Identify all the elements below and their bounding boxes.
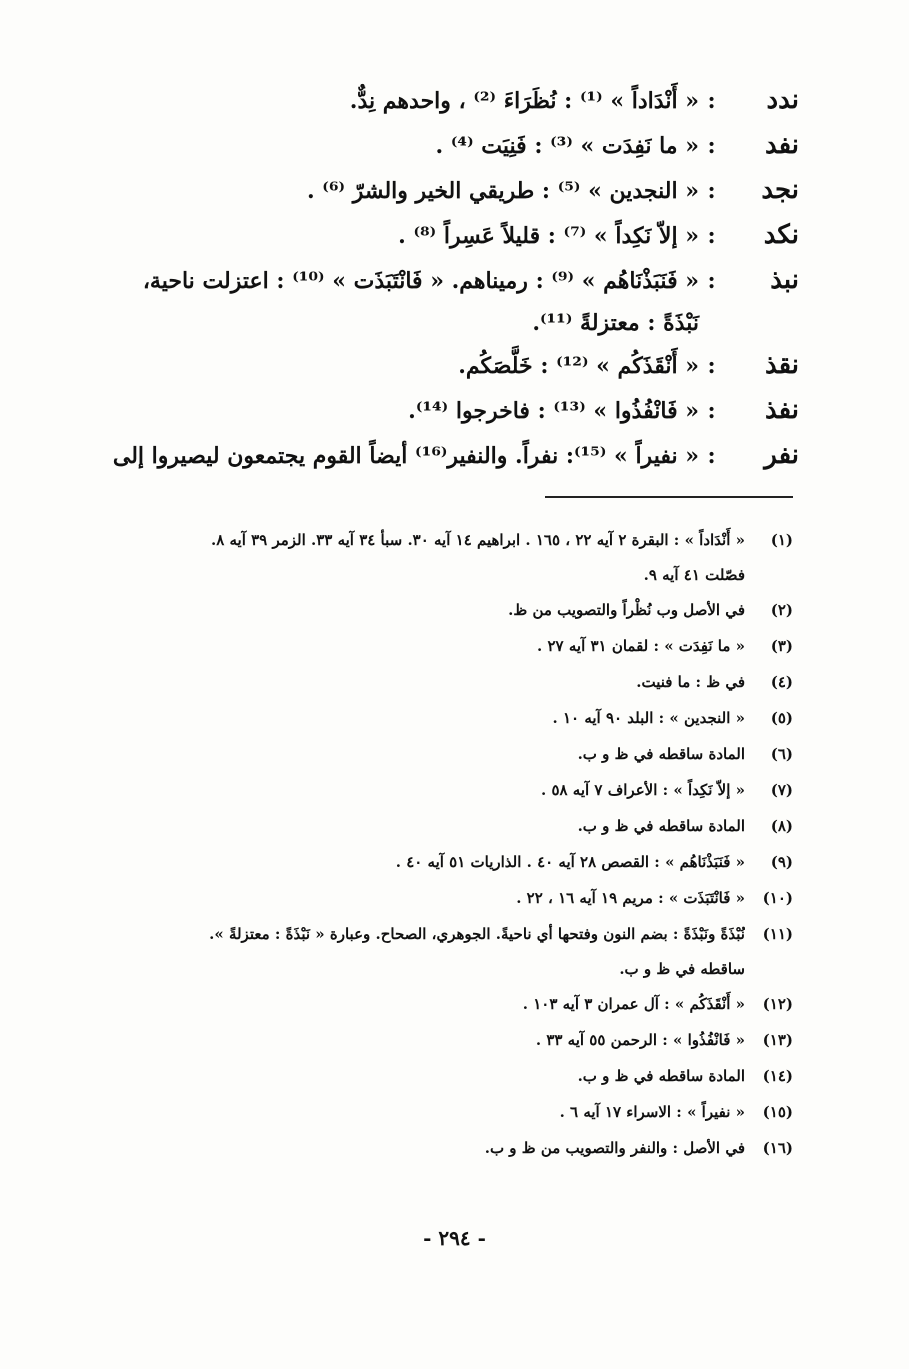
entry-row — [79, 343, 799, 388]
footnote-text: في الأصل : والنفر والتصويب من ظ و ب. — [484, 1139, 745, 1157]
entry-root: نفذ — [764, 395, 799, 425]
footnote-number: (١٤) — [762, 1067, 793, 1085]
footnote-number: (٧) — [770, 781, 793, 799]
footnote — [123, 880, 793, 916]
footnote-number: (٦) — [770, 745, 793, 763]
footnote — [123, 664, 793, 700]
entry-continuation: نَبْذَةً : معتزلةً ⁽¹¹⁾. — [532, 310, 699, 336]
entry-root: ندد — [766, 85, 799, 115]
entry-definition: « ما نَفِدَت » ⁽³⁾ : فَنِيَت ⁽⁴⁾ . — [435, 133, 699, 159]
footnote-number: (١١) — [762, 925, 793, 943]
footnote-number: (١٦) — [762, 1139, 793, 1157]
entry-root: نكد — [763, 220, 799, 250]
footnote-text: « إلاّ نَكِداً » : الأعراف ٧ آيه ٥٨ . — [541, 781, 745, 799]
footnote — [123, 916, 793, 952]
footnote-number: (٨) — [770, 817, 793, 835]
entry-separator: : — [707, 88, 716, 114]
footnote-number: (١٥) — [762, 1103, 793, 1121]
dictionary-entries — [79, 78, 799, 478]
footnote-text: « فَانْتَبَذَت » : مريم ١٩ آيه ١٦ ، ٢٢ . — [516, 889, 745, 907]
footnote-continuation: فصّلت ٤١ آيه ٩. — [643, 566, 745, 584]
footnote-continuation: ساقطه في ظ و ب. — [619, 960, 745, 978]
footnote-text: « النجدين » : البلد ٩٠ آيه ١٠ . — [552, 709, 745, 727]
entry-row — [79, 78, 799, 123]
entry-separator: : — [707, 268, 716, 294]
footnote — [123, 522, 793, 558]
entry-definition: « فَانْفُذُوا » ⁽¹³⁾ : فاخرجوا ⁽¹⁴⁾. — [408, 398, 699, 424]
footnote — [123, 986, 793, 1022]
footnote — [123, 1130, 793, 1166]
footnote — [123, 1094, 793, 1130]
entry-definition: « فَنَبَذْنَاهُم » ⁽⁹⁾ : رميناهم. « فَانْتَبَذَت » ⁽¹⁰⁾ : اعتزلت ناحية، — [142, 268, 699, 294]
entry-root: نجد — [761, 175, 799, 205]
footnote-text: في الأصل وب نُظْراً والتصويب من ظ. — [508, 601, 745, 619]
footnote-number: (١٣) — [762, 1031, 793, 1049]
entry-root: نبذ — [770, 265, 799, 295]
entry-definition: « النجدين » ⁽⁵⁾ : طريقي الخير والشرّ ⁽⁶⁾ . — [306, 178, 699, 204]
footnote — [123, 592, 793, 628]
footnote-text: المادة ساقطه في ظ و ب. — [577, 745, 745, 763]
entry-separator: : — [707, 353, 716, 379]
entry-row — [79, 123, 799, 168]
entry-root: نفد — [764, 130, 799, 160]
footnote — [123, 1058, 793, 1094]
footnote-divider — [545, 496, 793, 498]
entry-separator: : — [707, 223, 716, 249]
footnote — [123, 772, 793, 808]
entry-separator: : — [707, 133, 716, 159]
footnote-number: (٤) — [770, 673, 793, 691]
footnote-number: (٩) — [770, 853, 793, 871]
entry-separator: : — [707, 398, 716, 424]
footnote-text: « أَنْقَذَكُم » : آل عمران ٣ آيه ١٠٣ . — [522, 995, 745, 1013]
footnote-number: (٢) — [770, 601, 793, 619]
footnote-text: المادة ساقطه في ظ و ب. — [577, 1067, 745, 1085]
entry-definition: « أَنْقَذَكُم » ⁽¹²⁾ : خَلَّصَكُم. — [458, 353, 699, 379]
footnotes — [123, 522, 793, 1166]
footnote-text: « أَنْدَاداً » : البقرة ٢ آيه ٢٢ ، ١٦٥ . ابراهيم ١٤ آيه ٣٠. سبأ ٣٤ آيه ٣٣. الزمر ٣٩ آيه ٨. — [210, 531, 745, 549]
entry-separator: : — [707, 443, 716, 469]
footnote-text: « فَانْفُذُوا » : الرحمن ٥٥ آيه ٣٣ . — [535, 1031, 745, 1049]
footnote — [123, 736, 793, 772]
entry-separator: : — [707, 178, 716, 204]
entry-definition: « نفيراً » ⁽¹⁵⁾: نفراً. والنفير⁽¹⁶⁾ أيضاً القوم يجتمعون ليصيروا إلى — [112, 443, 699, 469]
entry-row — [79, 213, 799, 258]
entry-definition: « أَنْدَاداً » ⁽¹⁾ : نُظَرَاءَ ⁽²⁾ ، واحدهم نِدٌّ. — [349, 88, 699, 114]
footnote — [123, 700, 793, 736]
footnote-text: في ظ : ما فنيت. — [636, 673, 745, 691]
footnote-number: (١٢) — [762, 995, 793, 1013]
footnote-number: (٣) — [770, 637, 793, 655]
entry-root: نفر — [764, 440, 799, 470]
entry-definition: « إلاّ نَكِداً » ⁽⁷⁾ : قليلاً عَسِراً ⁽⁸⁾ . — [398, 223, 699, 249]
footnote-number: (٥) — [770, 709, 793, 727]
footnote-text: المادة ساقطه في ظ و ب. — [577, 817, 745, 835]
footnote-text: « نفيراً » : الاسراء ١٧ آيه ٦ . — [559, 1103, 745, 1121]
footnote — [123, 844, 793, 880]
entry-row — [79, 388, 799, 433]
entry-row — [79, 168, 799, 213]
entry-row — [79, 258, 799, 303]
page-number: - ٢٩٤ - — [423, 1226, 486, 1250]
footnote-text: « ما نَفِدَت » : لقمان ٣١ آيه ٢٧ . — [537, 637, 745, 655]
footnote-number: (١٠) — [762, 889, 793, 907]
entry-row — [79, 433, 799, 478]
footnote — [123, 628, 793, 664]
footnote-number: (١) — [770, 531, 793, 549]
footnote — [123, 808, 793, 844]
entry-root: نقذ — [764, 350, 799, 380]
footnote — [123, 1022, 793, 1058]
footnote-text: « فَنَبَذْنَاهُم » : القصص ٢٨ آيه ٤٠ . الذاريات ٥١ آيه ٤٠ . — [395, 853, 745, 871]
footnote-text: نُبْذَةً ونَبْذَةً : بضم النون وفتحها أي ناحيةً. الجوهري، الصحاح. وعبارة « نَبْذَةً : معتزلةً ». — [209, 925, 745, 943]
